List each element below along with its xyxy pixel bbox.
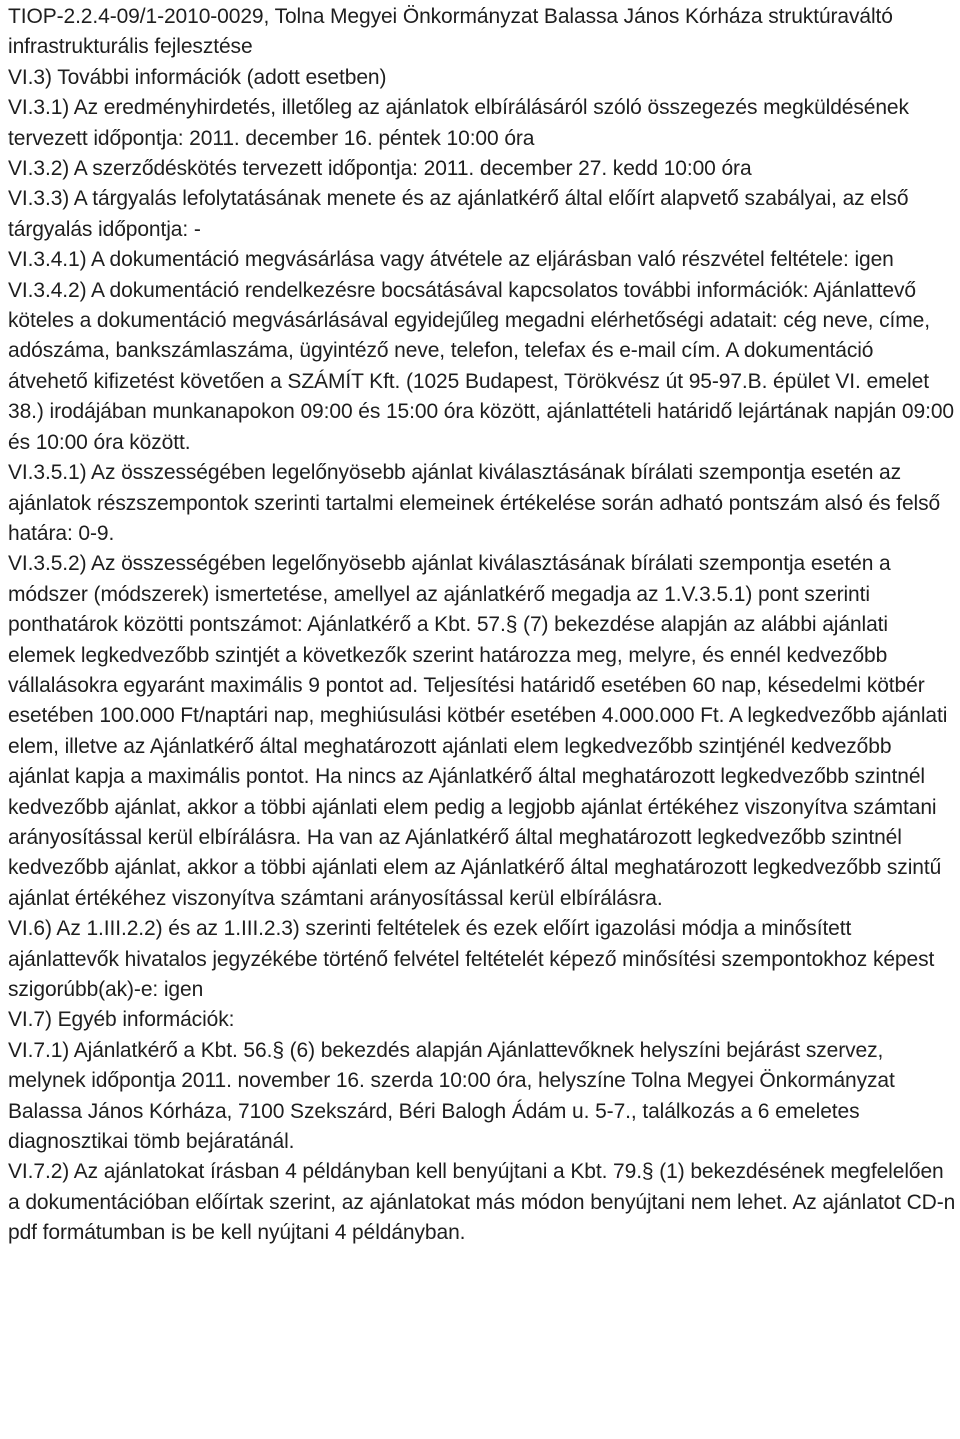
paragraph-vi-6: VI.6) Az 1.III.2.2) és az 1.III.2.3) szerinti feltételek és ezek előírt igazolási módja a minősített ajánlattevők hivatalos jegyzékébe történő felvétel feltételét képező minősítési szempontokhoz képest szigorúbb(ak)-e: igen — [8, 917, 935, 1001]
paragraph-vi-3-3: VI.3.3) A tárgyalás lefolytatásának menete és az ajánlatkérő által előírt alapvető szabályai, az első tárgyalás időpontja: - — [8, 187, 909, 241]
paragraph-vi-3-2: VI.3.2) A szerződéskötés tervezett időpontja: 2011. december 27. kedd 10:00 óra — [8, 157, 752, 181]
section-heading-vi-3: VI.3) További információk (adott esetben) — [8, 65, 387, 89]
paragraph-vi-7-1: VI.7.1) Ajánlatkérő a Kbt. 56.§ (6) bekezdés alapján Ajánlattevőknek helyszíni bejárást szervez, melynek időpontja 2011. november 16. szerda 10:00 óra, helyszíne Tolna Megyei Önkormányzat Balassa János Kórháza, 7100 Szekszárd, Béri Balogh Ádám u. 5-7., találkozás a 6 emeletes diagnosztikai tömb bejáratánál. — [8, 1038, 895, 1154]
paragraph-vi-3-4-1: VI.3.4.1) A dokumentáció megvásárlása vagy átvétele az eljárásban való részvétel feltétele: igen — [8, 248, 894, 272]
paragraph-vi-7-2: VI.7.2) Az ajánlatokat írásban 4 példányban kell benyújtani a Kbt. 79.§ (1) bekezdésének megfelelően a dokumentációban előírtak szerint, az ajánlatokat más módon benyújtani nem lehet. Az ajánlatot CD-n pdf formátumban is be kell nyújtani 4 példányban. — [8, 1160, 956, 1245]
paragraph-vi-3-4-2: VI.3.4.2) A dokumentáció rendelkezésre bocsátásával kapcsolatos további információk: Ajánlattevő köteles a dokumentáció megvásárlásával egyidejűleg megadni elérhetőségi adatait: cég neve, címe, adószáma, bankszámlaszáma, ügyintéző neve, telefon, telefax és e-mail cím. A dokumentáció átvehető kifizetést követően a SZÁMÍT Kft. (1025 Budapest, Törökvész út 95-97.B. épület VI. emelet 38.) irodájában munkanapokon 09:00 és 15:00 óra között, ajánlattételi határidő lejártának napján 09:00 és 10:00 óra között. — [8, 278, 954, 454]
paragraph-vi-3-5-1: VI.3.5.1) Az összességében legelőnyösebb ajánlat kiválasztásának bírálati szempontja esetén az ajánlatok részszempontok szerinti tartalmi elemeinek értékelése során adható pontszám alsó és felső határa: 0-9. — [8, 461, 941, 545]
paragraph-vi-3-1: VI.3.1) Az eredményhirdetés, illetőleg az ajánlatok elbírálásáról szóló összegezés megküldésének tervezett időpontja: 2011. december 16. péntek 10:00 óra — [8, 96, 909, 150]
project-title: TIOP-2.2.4-09/1-2010-0029, Tolna Megyei Önkormányzat Balassa János Kórháza struktúraváltó infrastrukturális fejlesztése — [8, 5, 893, 59]
paragraph-vi-3-5-2: VI.3.5.2) Az összességében legelőnyösebb ajánlat kiválasztásának bírálati szempontja esetén a módszer (módszerek) ismertetése, amellyel az ajánlatkérő megadja az 1.V.3.5.1) pont szerinti ponthatárok közötti pontszámot: Ajánlatkérő a Kbt. 57.§ (7) bekezdése alapján az alábbi ajánlati elemek legkedvezőbb szintjét a következők szerint határozza meg, melyre, és ennél kedvezőbb vállalásokra egyaránt maximális 9 pontot ad. Teljesítési határidő esetében 60 nap, késedelmi kötbér esetében 100.000 Ft/naptári nap, meghiúsulási kötbér esetében 4.000.000 Ft. A legkedvezőbb ajánlati elem, illetve az Ajánlatkérő által meghatározott ajánlati elem legkedvezőbb szintjénél kedvezőbb ajánlat kapja a maximális pontot. Ha nincs az Ajánlatkérő által meghatározott legkedvezőbb szintnél kedvezőbb ajánlat, akkor a többi ajánlati elem pedig a legjobb ajánlat értékéhez viszonyítva számtani arányosítással kerül elbírálásra. Ha van az Ajánlatkérő által meghatározott legkedvezőbb szintnél kedvezőbb ajánlat, akkor a többi ajánlati elem az Ajánlatkérő által meghatározott legkedvezőbb szintű ajánlat értékéhez viszonyítva számtani arányosítással kerül elbírálásra. — [8, 552, 948, 910]
section-heading-vi-7: VI.7) Egyéb információk: — [8, 1008, 235, 1032]
document-body — [8, 2, 958, 1249]
